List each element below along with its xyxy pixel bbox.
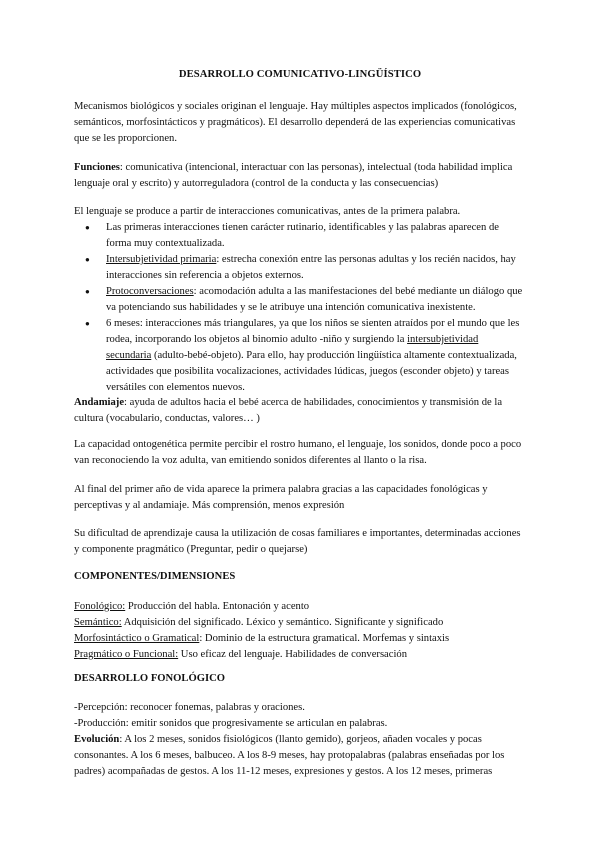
interacciones-intro: El lenguaje se produce a partir de interacciones comunicativas, antes de la primera palabra. [74,206,461,217]
list-item: Semántico: Adquisición del significado. Léxico y semántico. Significante y significado [74,617,444,628]
list-item: ● 6 meses: interacciones más triangulares, ya que los niños se sienten atraídos por el mundo que les rodea, incorporando los objetos al binomio adulto -niño y surgiendo la intersubjetividad secundaria (adulto-bebé-objeto). Para ello, hay producción lingüística altamente contextualizada, actividades que posibilita vocalizaciones, actividades lúdicas, juegos (esconder objeto) y tareas versátiles con elementos nuevos. [106,316,526,396]
funciones-label: Funciones [74,162,120,173]
list-item: ● Intersubjetividad primaria: estrecha conexión entre las personas adultas y los recién nacidos, hay interacciones sin referencia a objetos externos. [106,252,526,284]
andamiaje-paragraph [74,395,526,427]
andamiaje-text: : ayuda de adultos hacia el bebé acerca de habilidades, conocimientos y transmisión de la cultura (vocabulario, conductas, valores… ) [74,397,503,424]
intro-paragraph: Mecanismos biológicos y sociales originan el lenguaje. Hay múltiples aspectos implicados (fonológicos, semánticos, morfosintácticos y pragmáticos). El desarrollo dependerá de las experiencias comunicativas que se les proporcionen. [74,101,517,144]
list-item: ● Las primeras interacciones tienen carácter rutinario, identificables y las palabras aparecen de forma muy contextualizada. [106,220,526,252]
funciones-paragraph [74,160,526,192]
term-intersubjetividad-secundaria: intersubjetividad secundaria [106,334,479,361]
funciones-text: : comunicativa (intencional, interactuar con las personas), intelectual (toda habilidad implica lenguaje oral y escrito) y autorreguladora (control de la conducta y las consecuencias) [74,162,513,189]
componentes-heading: COMPONENTES/DIMENSIONES [74,571,236,582]
evolucion-label: Evolución [74,734,120,745]
interacciones-list [74,220,526,396]
final-ano-paragraph: Al final del primer año de vida aparece la primera palabra gracias a las capacidades fonológicas y perceptivas y al andamiaje. Más comprensión, menos expresión [74,484,488,511]
percepcion-line: -Percepción: reconocer fonemas, palabras y oraciones. [74,702,305,713]
list-item: ● Protoconversaciones: acomodación adulta a las manifestaciones del bebé mediante un diálogo que va potenciando sus habilidades y se le atribuye una intención comunicativa inexistente. [106,284,526,316]
term-intersubjetividad-primaria: Intersubjetividad primaria [106,254,217,265]
evolucion-paragraph [74,732,526,780]
dificultad-paragraph: Su dificultad de aprendizaje causa la utilización de cosas familiares e importantes, determinadas acciones y componente pragmático (Preguntar, pedir o quejarse) [74,528,521,555]
list-item: Pragmático o Funcional: Uso eficaz del lenguaje. Habilidades de conversación [74,649,408,660]
evolucion-text: : A los 2 meses, sonidos fisiológicos (llanto gemido), gorjeos, añaden vocales y pocas consonantes. A los 6 meses, balbuceo. A los 8-9 meses, hay protopalabras (palabras enseñadas por los padres) acompañadas de gestos. A los 11-12 meses, expresiones y gestos. A los 12 meses, primeras [74,734,505,777]
list-item: Fonológico: Producción del habla. Entonación y acento [74,601,310,612]
componentes-list [74,599,526,663]
term-protoconversaciones: Protoconversaciones [106,286,194,297]
andamiaje-label: Andamiaje [74,397,125,408]
list-item: Morfosintáctico o Gramatical: Dominio de la estructura gramatical. Morfemas y sintaxis [74,633,450,644]
page-title: DESARROLLO COMUNICATIVO-LINGÜÍSTICO [178,69,422,80]
capacidad-paragraph: La capacidad ontogenética permite percibir el rostro humano, el lenguaje, los sonidos, donde poco a poco van reconociendo la voz adulta, van emitiendo sonidos diferentes al llanto o la risa. [74,439,522,466]
fonologico-heading: DESARROLLO FONOLÓGICO [74,673,225,684]
produccion-line: -Producción: emitir sonidos que progresivamente se articulan en palabras. [74,718,388,729]
